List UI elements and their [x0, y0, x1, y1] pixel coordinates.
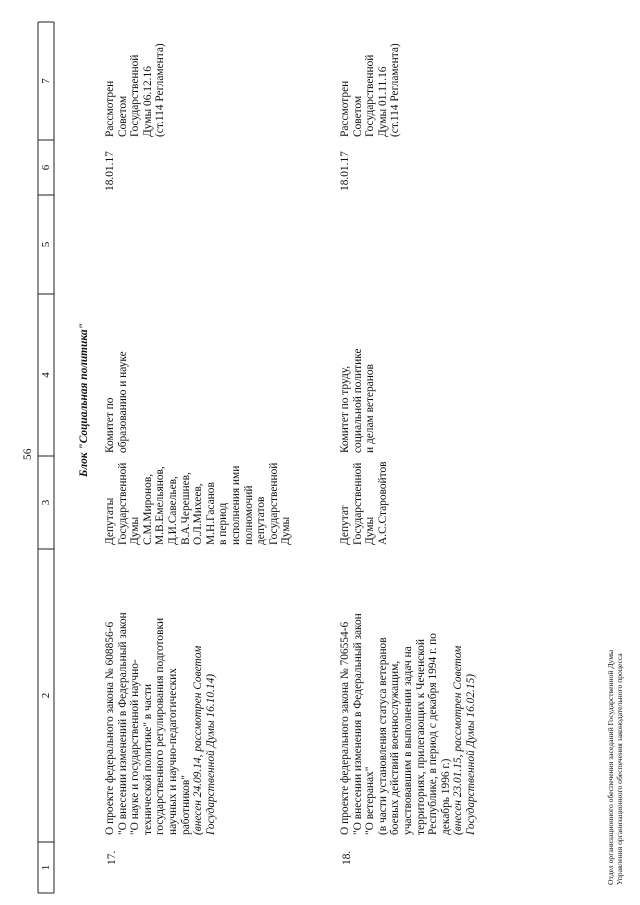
author-line: Депутаты [104, 497, 116, 545]
row-number: 17. [106, 850, 118, 865]
row-status [339, 43, 402, 137]
author-line: М.В.Емельянов, [154, 466, 167, 545]
column-header-5: 5 [40, 241, 52, 248]
footer-line: Управления организационного обеспечения законодательного процесса [615, 653, 624, 885]
description-line: территориях, прилегающих к Чеченской [414, 639, 427, 835]
row-status [104, 43, 167, 137]
author-line: С.М.Миронов, [141, 473, 154, 545]
row-date: 18.01.17 [104, 151, 116, 191]
description-line: О проекте федерального закона № 608856-6 [104, 621, 116, 835]
description-line: Республике, в период с декабря 1994 г. по [427, 633, 440, 835]
description-line: "О ветеранах" [364, 766, 377, 835]
description-line: "О внесении изменения в Федеральный закон [351, 613, 364, 835]
author-line: М.Н.Гасанов [204, 482, 217, 545]
column-header-3: 3 [40, 499, 52, 506]
committee-line: и делам ветеранов [364, 364, 377, 453]
row-description [104, 612, 217, 835]
status-line: Думы 01.11.16 [376, 66, 389, 137]
author-line: Думы [280, 516, 293, 545]
author-line: полномочий [242, 485, 255, 545]
description-line: государственного регулирования подготовки [154, 617, 167, 835]
status-line: (ст.114 Регламента) [154, 43, 167, 137]
author-line: депутатов [255, 496, 268, 545]
status-line: Рассмотрен [339, 80, 351, 137]
author-line: Государственной [116, 462, 129, 545]
description-line: работников" [179, 775, 192, 835]
committee-line: Комитет по труду, [339, 365, 351, 453]
status-line: Рассмотрен [104, 80, 116, 137]
description-line: О проекте федерального закона № 706554-6 [339, 621, 351, 835]
author-line: Думы [129, 516, 142, 545]
status-line: Советом [351, 95, 364, 137]
row-committee [104, 351, 129, 453]
status-line: Думы 06.12.16 [141, 66, 154, 137]
author-line: Д.И.Савельев, [166, 476, 179, 545]
description-italic-line: (внесен 24.09.14, рассмотрен Советом [192, 645, 205, 835]
description-line: участвовавшим в выполнении задач на [401, 646, 414, 835]
footer-line: Отдел организационного обеспечения заседаний Государственной Думы [606, 649, 615, 885]
status-line: Государственной [364, 54, 377, 137]
description-line: технической политике" в части [141, 684, 154, 835]
author-line: А.С.Старовойтов [376, 461, 389, 545]
committee-line: Комитет по [104, 397, 116, 453]
author-line: исполнения ими [229, 465, 242, 545]
description-line: декабрь 1996 г.) [439, 758, 452, 835]
status-line: Советом [116, 95, 129, 137]
column-header-6: 6 [40, 164, 52, 171]
row-authors [104, 463, 293, 545]
description-line: боевых действий военнослужащим, [389, 660, 402, 835]
description-italic-line: Государственной Думы 16.02.15) [464, 673, 477, 835]
author-line: В.А.Черешнев, [179, 472, 192, 545]
author-line: Государственной [351, 462, 364, 545]
author-line: Депутат [339, 505, 351, 545]
description-line: "О внесении изменений в Федеральный закон [116, 612, 129, 835]
description-italic-line: (внесен 23.01.15, рассмотрен Советом [452, 645, 465, 835]
committee-line: образованию и науке [116, 351, 129, 453]
author-line: О.Л.Михеев, [192, 483, 205, 545]
description-line: (в части установления статуса ветеранов [376, 637, 389, 835]
author-line: Думы [364, 516, 377, 545]
author-line: Государственной [267, 462, 280, 545]
column-header-7: 7 [40, 78, 52, 84]
row-committee [339, 348, 377, 453]
status-line: Государственной [129, 54, 142, 137]
row-date: 18.01.17 [339, 151, 351, 191]
column-header-2: 2 [40, 692, 52, 699]
section-title: Блок "Социальная политика" [78, 323, 90, 477]
row-authors [339, 461, 389, 545]
description-line: научных и научно-педагогических [166, 668, 179, 835]
committee-line: социальной политике [351, 348, 364, 453]
row-description [339, 613, 478, 835]
row-number: 18. [341, 850, 353, 865]
description-italic-line: Государственной Думы 16.10.14) [204, 673, 217, 835]
column-header-4: 4 [40, 372, 52, 378]
column-header-1: 1 [40, 864, 52, 871]
status-line: (ст.114 Регламента) [389, 43, 402, 137]
description-line: "О науке и государственной научно- [129, 659, 142, 835]
author-line: в период [217, 502, 230, 545]
page-footer [606, 650, 624, 885]
page-number: 56 [22, 448, 34, 460]
